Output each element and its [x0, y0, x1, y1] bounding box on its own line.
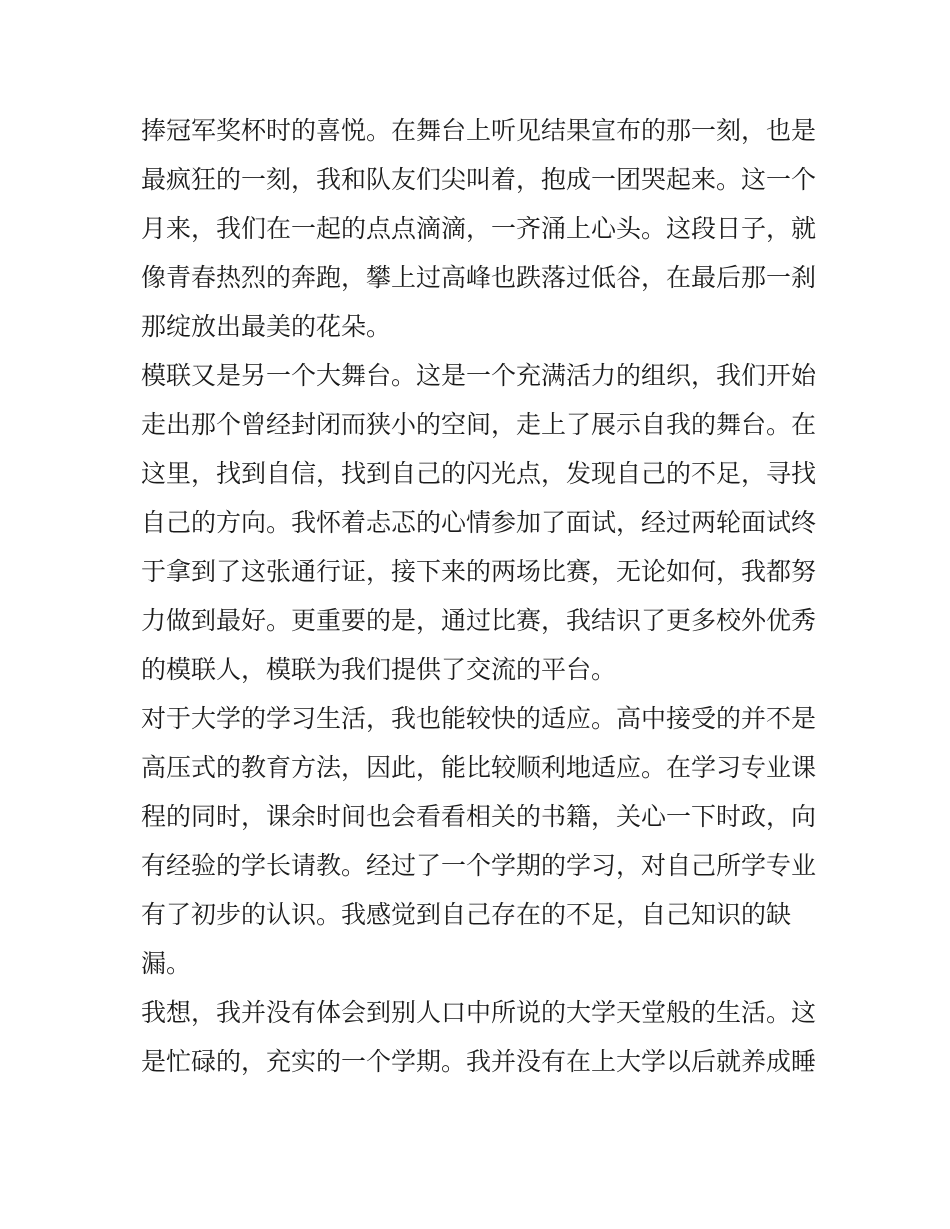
text-line: 是忙碌的，充实的一个学期。我并没有在上大学以后就养成睡 [141, 1047, 817, 1076]
text-line: 有了初步的认识。我感觉到自己存在的不足，自己知识的缺 [141, 900, 792, 929]
text-line: 最疯狂的一刻，我和队友们尖叫着，抱成一团哭起来。这一个 [141, 165, 817, 194]
text-line: 走出那个曾经封闭而狭小的空间，走上了展示自我的舞台。在 [141, 410, 817, 439]
text-line: 程的同时，课余时间也会看看相关的书籍，关心一下时政，向 [141, 802, 817, 831]
text-line: 那绽放出最美的花朵。 [141, 312, 392, 341]
text-line: 有经验的学长请教。经过了一个学期的学习，对自己所学专业 [141, 851, 817, 880]
text-line: 高压式的教育方法，因此，能比较顺利地适应。在学习专业课 [141, 753, 817, 782]
text-line: 的模联人，模联为我们提供了交流的平台。 [141, 655, 617, 684]
text-line: 漏。 [141, 949, 192, 978]
text-line: 捧冠军奖杯时的喜悦。在舞台上听见结果宣布的那一刻，也是 [141, 116, 817, 145]
text-line: 于拿到了这张通行证，接下来的两场比赛，无论如何，我都努 [141, 557, 817, 586]
text-line: 这里，找到自信，找到自己的闪光点，发现自己的不足，寻找 [141, 459, 817, 488]
text-line: 自己的方向。我怀着忐忑的心情参加了面试，经过两轮面试终 [141, 508, 817, 537]
text-line: 模联又是另一个大舞台。这是一个充满活力的组织，我们开始 [141, 361, 817, 390]
text-line: 像青春热烈的奔跑，攀上过高峰也跌落过低谷，在最后那一刹 [141, 263, 817, 292]
text-line: 月来，我们在一起的点点滴滴，一齐涌上心头。这段日子，就 [141, 214, 817, 243]
text-line: 我想，我并没有体会到别人口中所说的大学天堂般的生活。这 [141, 998, 817, 1027]
text-line: 对于大学的学习生活，我也能较快的适应。高中接受的并不是 [141, 704, 817, 733]
text-line: 力做到最好。更重要的是，通过比赛，我结识了更多校外优秀 [141, 606, 817, 635]
body-text [141, 106, 821, 1086]
